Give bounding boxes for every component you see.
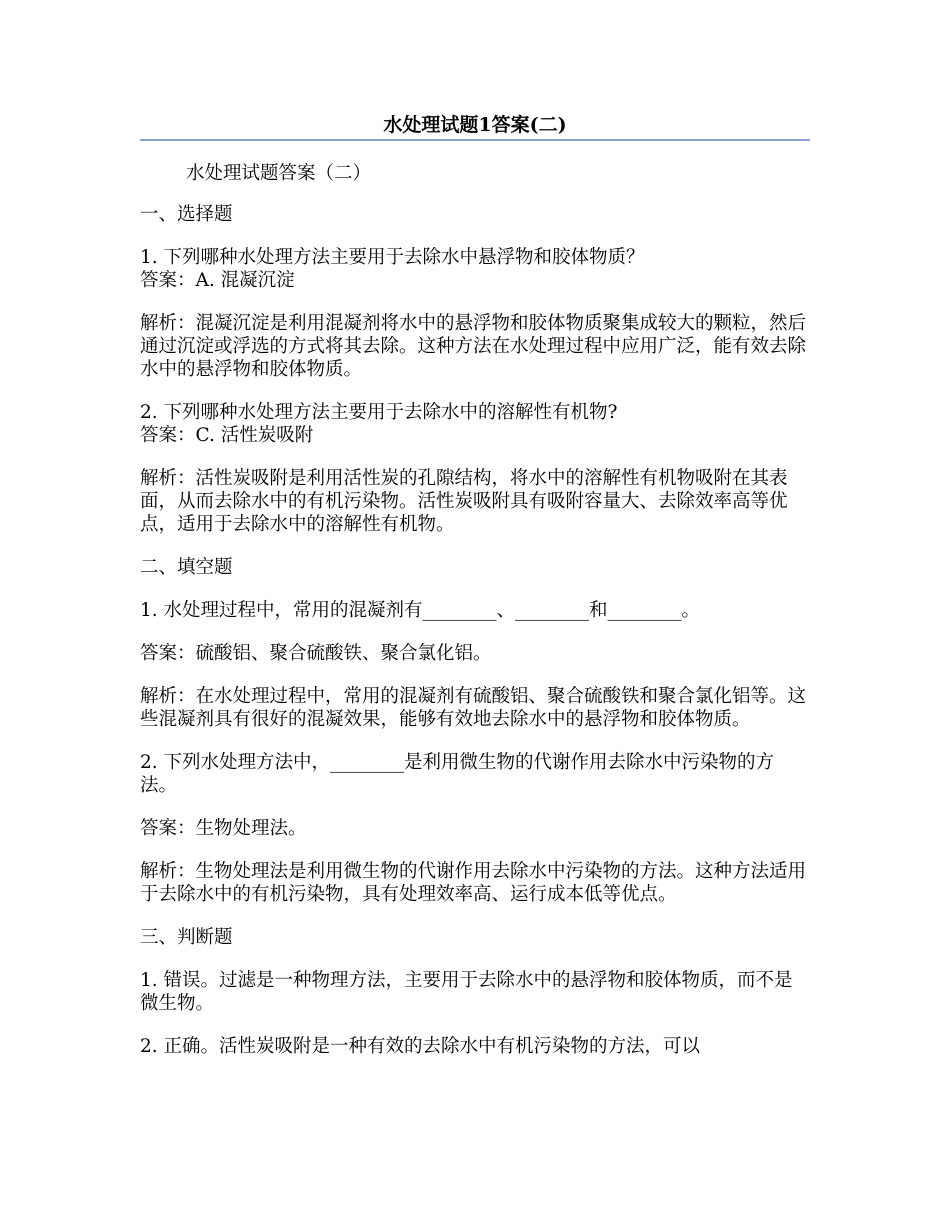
section-heading-judge: 三、判断题	[140, 927, 233, 948]
header-divider	[140, 139, 810, 141]
question-2-explanation: 解析：活性炭吸附是利用活性炭的孔隙结构，将水中的溶解性有机物吸附在其表面，从而去除水中的有机污染物。活性炭吸附具有吸附容量大、去除效率高等优点，适用于去除水中的溶解性有机物。	[140, 468, 788, 535]
fill-2-answer: 答案：生物处理法。	[140, 818, 307, 839]
fill-1-explanation: 解析：在水处理过程中，常用的混凝剂有硫酸铝、聚合硫酸铁和聚合氯化铝等。这些混凝剂具有很好的混凝效果，能够有效地去除水中的悬浮物和胶体物质。	[140, 686, 807, 730]
section-heading-choice: 一、选择题	[140, 204, 233, 225]
fill-1-answer: 答案：硫酸铝、聚合硫酸铁、聚合氯化铝。	[140, 643, 492, 664]
document-body	[140, 162, 810, 1078]
question-2-text: 2. 下列哪种水处理方法主要用于去除水中的溶解性有机物?	[140, 402, 618, 423]
fill-2-text: 2. 下列水处理方法中，________是利用微生物的代谢作用去除水中污染物的方法。	[140, 752, 775, 796]
question-1-answer: 答案：A. 混凝沉淀	[140, 270, 295, 291]
judge-1-text: 1. 错误。过滤是一种物理方法，主要用于去除水中的悬浮物和胶体物质，而不是微生物。	[140, 970, 793, 1014]
fill-1-text: 1. 水处理过程中，常用的混凝剂有________、________和________。	[140, 600, 701, 621]
question-1-explanation: 解析：混凝沉淀是利用混凝剂将水中的悬浮物和胶体物质聚集成较大的颗粒，然后通过沉淀或浮选的方式将其去除。这种方法在水处理过程中应用广泛，能有效去除水中的悬浮物和胶体物质。	[140, 313, 807, 380]
question-1-text: 1. 下列哪种水处理方法主要用于去除水中悬浮物和胶体物质？	[140, 247, 645, 268]
question-2-answer: 答案：C. 活性炭吸附	[140, 425, 314, 446]
fill-2-explanation: 解析：生物处理法是利用微生物的代谢作用去除水中污染物的方法。这种方法适用于去除水中的有机污染物，具有处理效率高、运行成本低等优点。	[140, 861, 807, 905]
document-title: 水处理试题1答案(二)	[383, 114, 567, 136]
document-subtitle: 水处理试题答案（二）	[186, 163, 372, 184]
judge-2-text: 2. 正确。活性炭吸附是一种有效的去除水中有机污染物的方法，可以	[140, 1036, 701, 1057]
section-heading-fill: 二、填空题	[140, 557, 233, 578]
